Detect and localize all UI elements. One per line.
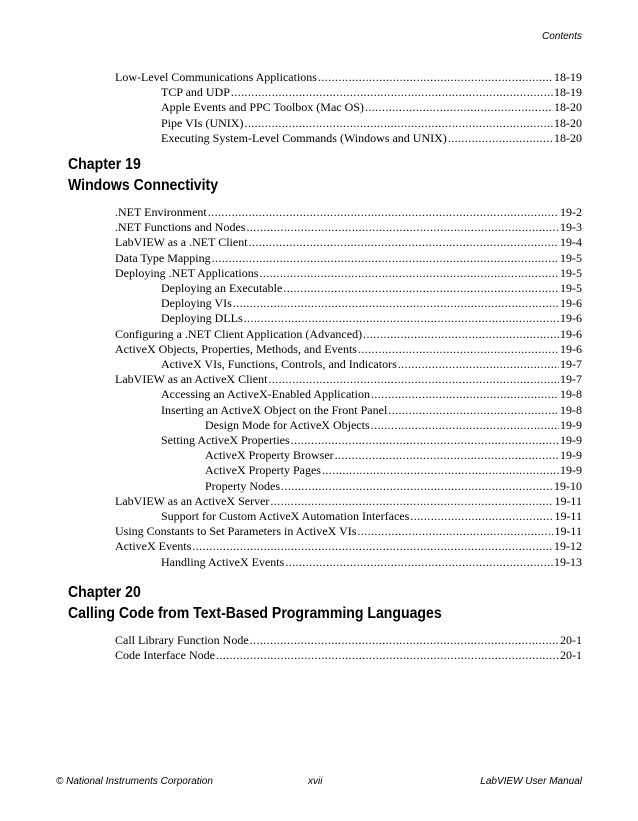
toc-entry-title: LabVIEW as an ActiveX Client xyxy=(115,372,268,387)
toc-entry-title: Executing System-Level Commands (Windows and UNIX) xyxy=(161,130,447,145)
toc-entry[interactable] xyxy=(161,281,582,295)
toc-entry[interactable] xyxy=(115,372,582,386)
toc-entry-title: Accessing an ActiveX-Enabled Application xyxy=(161,387,370,402)
toc-entry-title: Handling ActiveX Events xyxy=(161,554,285,569)
toc-entry[interactable] xyxy=(115,648,582,662)
toc-entry[interactable] xyxy=(205,463,582,477)
toc-entry-title: Design Mode for ActiveX Objects xyxy=(205,417,370,432)
toc-entry-title: ActiveX Objects, Properties, Methods, and Events xyxy=(115,341,357,356)
toc-entry-page: 19-4 xyxy=(560,235,582,250)
toc-entry-title: Deploying .NET Applications xyxy=(115,265,259,280)
footer-page-number: xvii xyxy=(308,776,323,787)
dot-leader xyxy=(250,633,559,647)
toc-entry-page: 19-5 xyxy=(560,281,582,295)
toc-entry-page: 18-19 xyxy=(554,85,582,100)
dot-leader xyxy=(398,357,559,371)
dot-leader xyxy=(246,220,559,234)
toc-entry[interactable] xyxy=(161,296,582,310)
dot-leader xyxy=(335,448,559,462)
toc-entry[interactable] xyxy=(115,327,582,341)
toc-entry-page: 19-11 xyxy=(554,493,582,508)
toc-entry-title: ActiveX Property Pages xyxy=(205,463,321,478)
toc-entry-page: 19-8 xyxy=(560,402,582,417)
toc-entry-page: 19-11 xyxy=(554,524,582,539)
toc-entry-page: 18-20 xyxy=(554,100,582,115)
toc-entry[interactable] xyxy=(205,418,582,432)
toc-entry-title: Inserting an ActiveX Object on the Front Panel xyxy=(161,402,388,417)
running-header: Contents xyxy=(541,31,582,42)
toc-entry[interactable] xyxy=(115,494,582,508)
dot-leader xyxy=(371,387,559,401)
dot-leader xyxy=(285,555,553,569)
dot-leader xyxy=(270,494,553,508)
toc-entry-title: Configuring a .NET Client Application (Advanced) xyxy=(115,326,363,341)
toc-entry-page: 19-9 xyxy=(560,448,582,463)
toc-entry[interactable] xyxy=(115,70,582,84)
toc-entry[interactable] xyxy=(115,205,582,219)
toc-entry[interactable] xyxy=(161,311,582,325)
toc-entry[interactable] xyxy=(161,100,582,114)
toc-entry-page: 19-12 xyxy=(554,539,582,554)
toc-entry[interactable] xyxy=(161,555,582,569)
toc-entry-page: 19-9 xyxy=(560,417,582,432)
dot-leader xyxy=(448,131,553,145)
toc-entry-title: Support for Custom ActiveX Automation Interfaces xyxy=(161,509,410,523)
toc-entry[interactable] xyxy=(161,403,582,417)
dot-leader xyxy=(216,648,559,662)
toc-entry-title: Property Nodes xyxy=(205,478,280,493)
toc-entry-title: Data Type Mapping xyxy=(115,250,211,265)
toc-entry-title: Call Library Function Node xyxy=(115,633,249,647)
dot-leader xyxy=(192,539,553,553)
toc-entry[interactable] xyxy=(161,387,582,401)
dot-leader xyxy=(410,509,553,523)
toc-entry-title: Deploying an Executable xyxy=(161,281,283,295)
chapter-number: Chapter 20 xyxy=(68,584,141,601)
footer-copyright: © National Instruments Corporation xyxy=(56,776,213,787)
toc-entry[interactable] xyxy=(161,509,582,523)
toc-entry-page: 19-2 xyxy=(560,205,582,219)
toc-entry-page: 19-8 xyxy=(560,387,582,402)
dot-leader xyxy=(208,205,559,219)
toc-entry-page: 19-11 xyxy=(554,509,582,523)
toc-entry-title: ActiveX VIs, Functions, Controls, and Indicators xyxy=(161,357,397,371)
dot-leader xyxy=(371,418,559,432)
dot-leader xyxy=(388,403,559,417)
dot-leader xyxy=(291,433,559,447)
toc-entry-title: .NET Environment xyxy=(115,205,207,219)
toc-entry-title: Apple Events and PPC Toolbox (Mac OS) xyxy=(161,100,364,115)
toc-entry-title: Setting ActiveX Properties xyxy=(161,433,290,447)
toc-entry-title: .NET Functions and Nodes xyxy=(115,220,246,235)
toc-entry[interactable] xyxy=(115,266,582,280)
toc-entry-page: 19-5 xyxy=(560,265,582,280)
dot-leader xyxy=(365,100,553,114)
toc-entry-title: TCP and UDP xyxy=(161,85,230,100)
dot-leader xyxy=(281,479,553,493)
dot-leader xyxy=(244,311,559,325)
toc-entry[interactable] xyxy=(115,539,582,553)
toc-entry-page: 19-7 xyxy=(560,372,582,387)
toc-entry-title: Low-Level Communications Applications xyxy=(115,70,317,84)
chapter-number: Chapter 19 xyxy=(68,156,141,173)
toc-entry-page: 19-6 xyxy=(560,326,582,341)
toc-entry-title: ActiveX Property Browser xyxy=(205,448,334,463)
toc-entry-title: Pipe VIs (UNIX) xyxy=(161,115,244,130)
toc-entry-page: 19-13 xyxy=(554,554,582,569)
dot-leader xyxy=(244,116,553,130)
toc-entry-page: 19-9 xyxy=(560,433,582,447)
chapter-title: Windows Connectivity xyxy=(68,177,219,194)
dot-leader xyxy=(231,85,553,99)
toc-entry[interactable] xyxy=(115,342,582,356)
toc-entry[interactable] xyxy=(115,524,582,538)
toc-entry[interactable] xyxy=(161,85,582,99)
toc-entry-page: 19-5 xyxy=(560,250,582,265)
toc-entry-page: 19-7 xyxy=(560,357,582,371)
toc-entry[interactable] xyxy=(161,116,582,130)
toc-entry[interactable] xyxy=(205,479,582,493)
dot-leader xyxy=(358,342,559,356)
toc-entry-page: 19-6 xyxy=(560,341,582,356)
toc-entry-title: Deploying VIs xyxy=(161,296,232,311)
toc-entry-page: 19-9 xyxy=(560,463,582,478)
dot-leader xyxy=(268,372,559,386)
toc-entry-page: 18-20 xyxy=(554,130,582,145)
dot-leader xyxy=(212,251,559,265)
footer-manual-title: LabVIEW User Manual xyxy=(480,776,582,787)
toc-entry-page: 18-19 xyxy=(554,70,582,84)
dot-leader xyxy=(357,524,553,538)
toc-entry[interactable] xyxy=(161,357,582,371)
toc-entry-title: Deploying DLLs xyxy=(161,311,243,326)
toc-entry-title: LabVIEW as a .NET Client xyxy=(115,235,248,250)
toc-entry[interactable] xyxy=(115,235,582,249)
dot-leader xyxy=(318,70,553,84)
toc-entry-page: 19-3 xyxy=(560,220,582,235)
toc-entry[interactable] xyxy=(161,433,582,447)
toc-entry-page: 20-1 xyxy=(560,648,582,663)
toc-entry-page: 19-6 xyxy=(560,311,582,326)
dot-leader xyxy=(322,463,559,477)
chapter-title: Calling Code from Text-Based Programming Languages xyxy=(68,605,442,622)
toc-entry-page: 20-1 xyxy=(560,633,582,647)
dot-leader xyxy=(363,327,559,341)
dot-leader xyxy=(249,235,559,249)
toc-entry-page: 19-10 xyxy=(554,478,582,493)
toc-entry[interactable] xyxy=(205,448,582,462)
toc-entry-page: 19-6 xyxy=(560,296,582,311)
dot-leader xyxy=(283,281,559,295)
toc-entry-title: Code Interface Node xyxy=(115,648,215,663)
toc-entry-title: Using Constants to Set Parameters in ActiveX VIs xyxy=(115,524,357,539)
toc-entry[interactable] xyxy=(115,220,582,234)
toc-entry-page: 18-20 xyxy=(554,115,582,130)
toc-entry-title: LabVIEW as an ActiveX Server xyxy=(115,493,270,508)
dot-leader xyxy=(233,296,559,310)
toc-entry[interactable] xyxy=(115,251,582,265)
dot-leader xyxy=(259,266,559,280)
toc-entry[interactable] xyxy=(115,633,582,647)
toc-entry-title: ActiveX Events xyxy=(115,539,192,554)
toc-entry[interactable] xyxy=(161,131,582,145)
